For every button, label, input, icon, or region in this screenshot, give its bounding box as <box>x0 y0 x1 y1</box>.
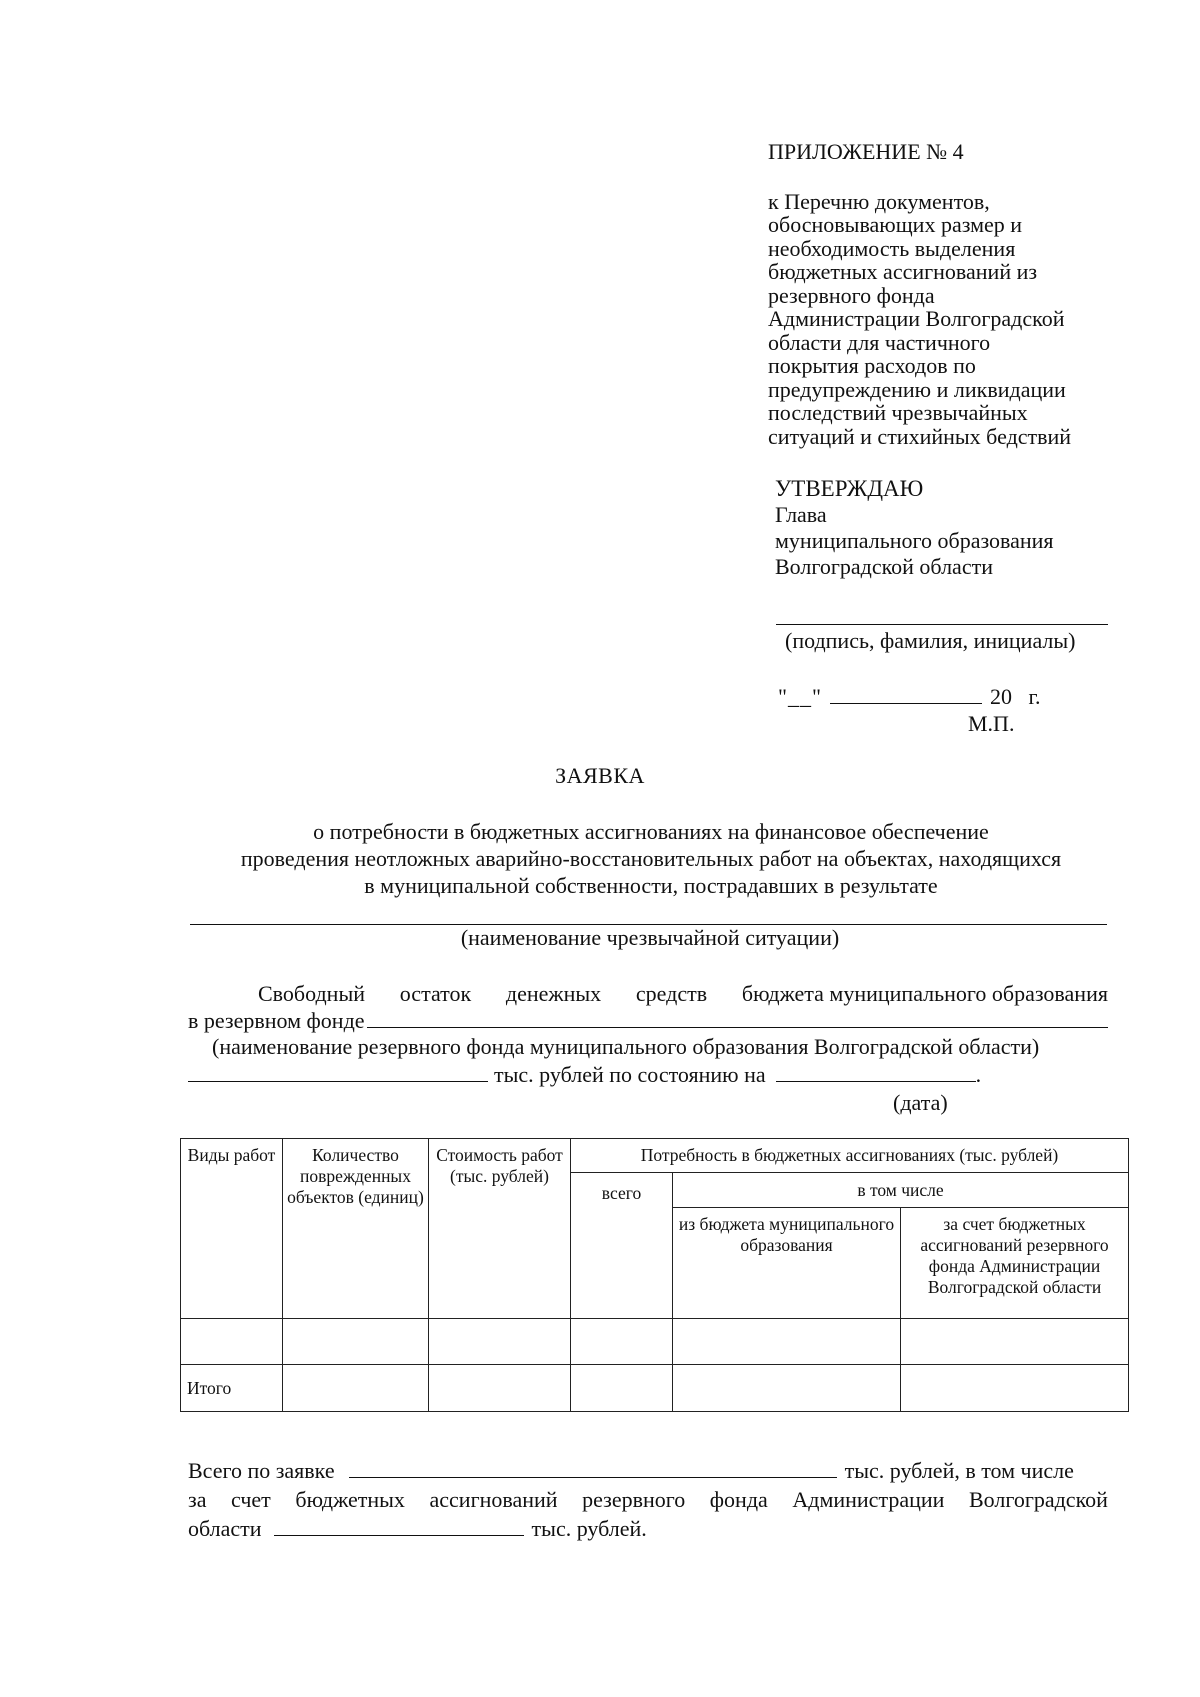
emergency-hint: (наименование чрезвычайной ситуации) <box>460 925 840 950</box>
subtitle-line: о потребности в бюджетных ассигнованиях на финансовое обеспечение <box>313 819 989 844</box>
table-cell[interactable] <box>901 1319 1129 1365</box>
reserve-fund-hint: (наименование резервного фонда муниципального образования Волгоградской области) <box>212 1034 1040 1059</box>
summary-area-line <box>188 1514 1108 1543</box>
signature-line[interactable] <box>776 624 1108 625</box>
balance-as-of-line <box>188 1062 981 1088</box>
as-of-period: . <box>975 1062 982 1087</box>
approval-heading: УТВЕРЖДАЮ <box>775 476 924 501</box>
summary-word: за <box>188 1487 207 1512</box>
summary-word: ассигнований <box>429 1487 558 1512</box>
table-cell[interactable] <box>283 1365 429 1412</box>
balance-word: денежных <box>505 981 602 1006</box>
document-subtitle <box>188 818 1114 899</box>
header-reserve: за счет бюджетных ассигнований резервного фонда Администрации Волгоградской области <box>901 1208 1129 1319</box>
table-cell[interactable] <box>673 1365 901 1412</box>
appendix-line: ситуаций и стихийных бедствий <box>768 423 1072 449</box>
approval-line: Волгоградской области <box>775 554 993 579</box>
summary-word: Волгоградской <box>968 1487 1108 1512</box>
table-total-row <box>181 1365 1129 1412</box>
summary-word: счет <box>231 1487 271 1512</box>
total-label: Итого <box>181 1365 283 1412</box>
summary-word: бюджетных <box>295 1487 405 1512</box>
summary-total-line <box>188 1456 1108 1485</box>
summary-area-prefix: области <box>188 1516 262 1541</box>
table-cell[interactable] <box>181 1319 283 1365</box>
summary-total-suffix: тыс. рублей, в том числе <box>844 1458 1074 1483</box>
header-municipal: из бюджета муниципального образования <box>673 1208 901 1319</box>
summary-area-suffix: тыс. рублей. <box>531 1516 647 1541</box>
balance-word: остаток <box>399 981 472 1006</box>
table-row <box>181 1319 1129 1365</box>
appendix-block <box>768 140 1128 448</box>
as-of-date-field[interactable] <box>776 1063 976 1082</box>
table-cell[interactable] <box>901 1365 1129 1412</box>
as-of-text: тыс. рублей по состоянию на <box>494 1062 766 1087</box>
appendix-line: Администрации Волгоградской <box>768 306 1065 331</box>
approval-line: муниципального образования <box>775 528 1054 553</box>
reserve-fund-field[interactable] <box>367 1008 1108 1028</box>
date-year-label: 20 г. <box>989 684 1041 709</box>
approval-date-line <box>778 684 1041 710</box>
header-total: всего <box>571 1173 673 1319</box>
table-cell[interactable] <box>571 1319 673 1365</box>
table-cell[interactable] <box>429 1365 571 1412</box>
approval-block <box>775 476 1135 580</box>
balance-word: Свободный <box>258 981 365 1006</box>
date-day-field[interactable]: "__" <box>778 684 822 709</box>
document-title: ЗАЯВКА <box>555 763 645 788</box>
approval-line: Глава <box>775 502 827 527</box>
subtitle-line: проведения неотложных аварийно-восстановительных работ на объектах, находящихся <box>240 846 1062 871</box>
summary-word: фонда <box>709 1487 768 1512</box>
summary-word: резервного <box>582 1487 686 1512</box>
table-cell[interactable] <box>673 1319 901 1365</box>
summary-middle-line <box>188 1485 1108 1514</box>
appendix-line: покрытия расходов по <box>768 353 976 378</box>
summary-total-prefix: Всего по заявке <box>188 1458 335 1483</box>
appendix-line: необходимость выделения <box>768 235 1016 261</box>
appendix-number: ПРИЛОЖЕНИЕ № 4 <box>768 139 964 164</box>
subtitle-line: в муниципальной собственности, пострадавших в результате <box>364 873 938 898</box>
summary-word: Администрации <box>792 1487 945 1512</box>
appendix-line: обосновывающих размер и <box>768 212 1023 237</box>
balance-word: бюджета муниципального образования <box>741 981 1108 1006</box>
reserve-fund-prefix: в резервном фонде <box>188 1008 365 1033</box>
header-work-types: Виды работ <box>181 1139 283 1319</box>
appendix-line: предупреждению и ликвидации <box>768 376 1066 402</box>
header-including: в том числе <box>673 1173 1129 1208</box>
appendix-line: последствий чрезвычайных <box>768 400 1028 425</box>
table-cell[interactable] <box>283 1319 429 1365</box>
table-cell[interactable] <box>429 1319 571 1365</box>
appendix-line: резервного фонда <box>768 282 935 308</box>
date-hint: (дата) <box>893 1090 948 1115</box>
balance-amount-field[interactable] <box>188 1063 488 1082</box>
table-cell[interactable] <box>571 1365 673 1412</box>
needs-table <box>180 1138 1129 1412</box>
appendix-line: области для частичного <box>768 329 991 355</box>
date-month-field[interactable] <box>830 685 982 704</box>
header-damaged-count: Количество поврежденных объектов (единиц) <box>283 1139 429 1319</box>
summary-reserve-field[interactable] <box>274 1516 524 1536</box>
summary-paragraph <box>188 1456 1108 1543</box>
balance-word: средств <box>635 981 708 1006</box>
stamp-label: М.П. <box>968 711 1015 736</box>
signature-hint: (подпись, фамилия, инициалы) <box>785 628 1076 653</box>
appendix-line: бюджетных ассигнований из <box>768 259 1038 284</box>
balance-paragraph <box>188 980 1108 1034</box>
appendix-line: к Перечню документов, <box>768 188 990 214</box>
header-cost: Стоимость работ (тыс. рублей) <box>429 1139 571 1319</box>
balance-line <box>188 980 1108 1007</box>
summary-total-field[interactable] <box>349 1458 837 1478</box>
reserve-fund-line <box>188 1007 1108 1034</box>
header-need: Потребность в бюджетных ассигнованиях (тыс. рублей) <box>571 1139 1129 1173</box>
table-header-row <box>181 1139 1129 1173</box>
